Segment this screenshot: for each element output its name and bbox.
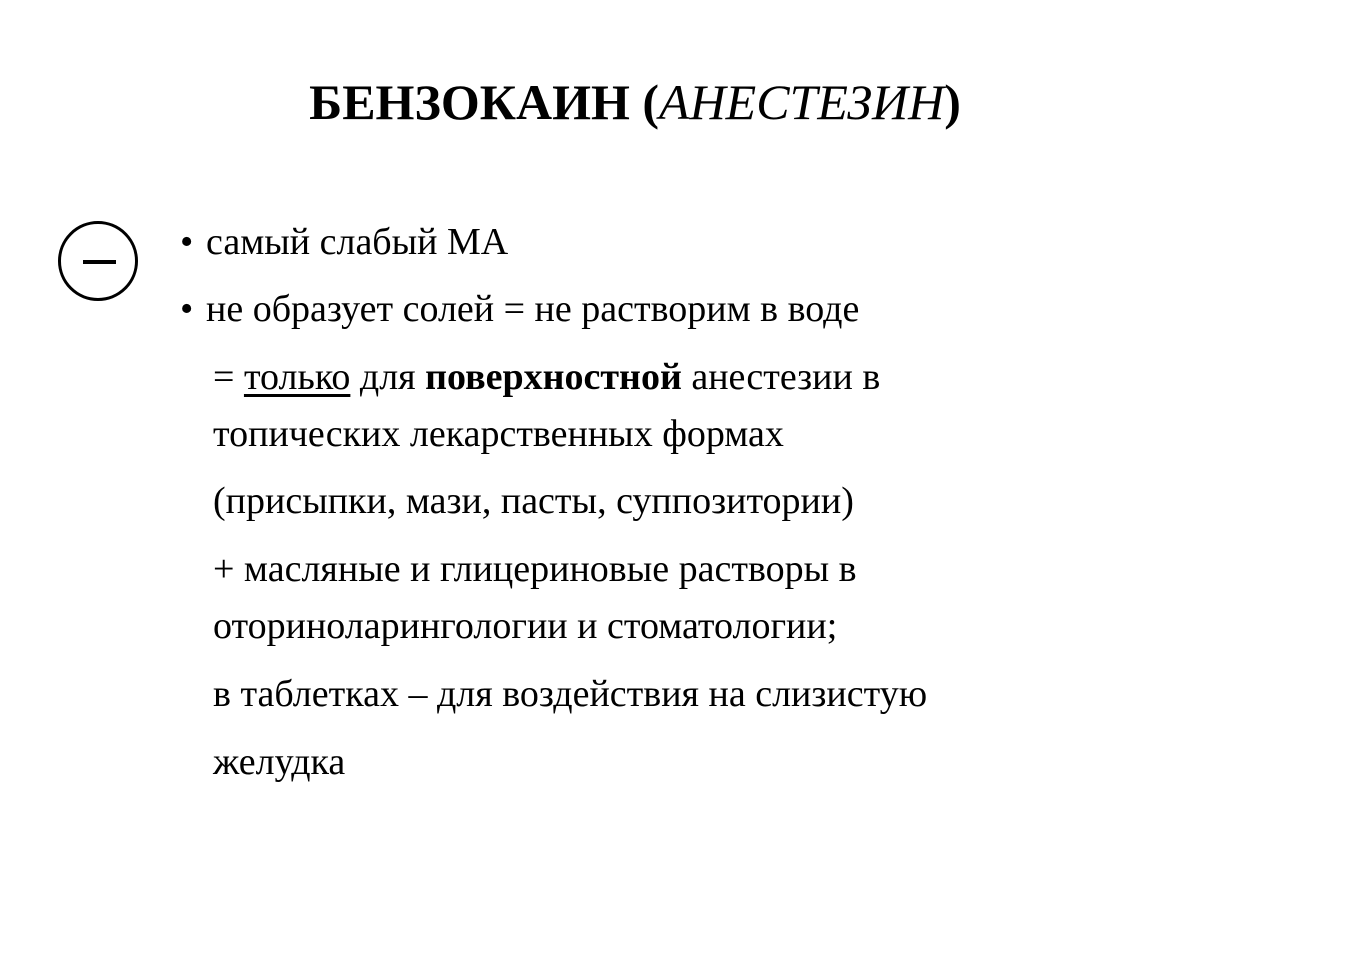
title-close: ) [944, 74, 961, 130]
detail-line-specialties: оториноларингологии и стоматологии; [213, 605, 838, 647]
detail-middle: для [350, 356, 426, 398]
bullet-marker: • [180, 288, 194, 330]
bullet-item-weakest [180, 220, 508, 264]
detail-line-solutions: + масляные и глицериновые растворы в [213, 548, 857, 590]
slide-title [0, 66, 1350, 138]
minus-bar [83, 260, 116, 264]
bullet-text: не образует солей = не растворим в воде [206, 288, 860, 330]
detail-line-forms: (присыпки, мази, пасты, суппозитории) [213, 480, 854, 522]
detail-underlined: только [243, 356, 351, 398]
bullet-item-salts [180, 287, 859, 331]
detail-line-stomach: желудка [213, 741, 346, 783]
bullet-marker: • [180, 221, 194, 263]
minus-circle-icon [58, 221, 138, 301]
detail-prefix: = [213, 356, 244, 398]
detail-bold: поверхностной [425, 356, 682, 398]
detail-line-surface [213, 355, 880, 399]
detail-line-topical: топических лекарственных формах [213, 413, 784, 455]
bullet-text: самый слабый МА [206, 221, 509, 263]
detail-suffix: анестезии в [681, 356, 881, 398]
detail-line-tablets: в таблетках – для воздействия на слизистую [213, 673, 928, 715]
title-alt-name: АНЕСТЕЗИН [659, 74, 945, 130]
title-main: БЕНЗОКАИН ( [309, 74, 660, 130]
